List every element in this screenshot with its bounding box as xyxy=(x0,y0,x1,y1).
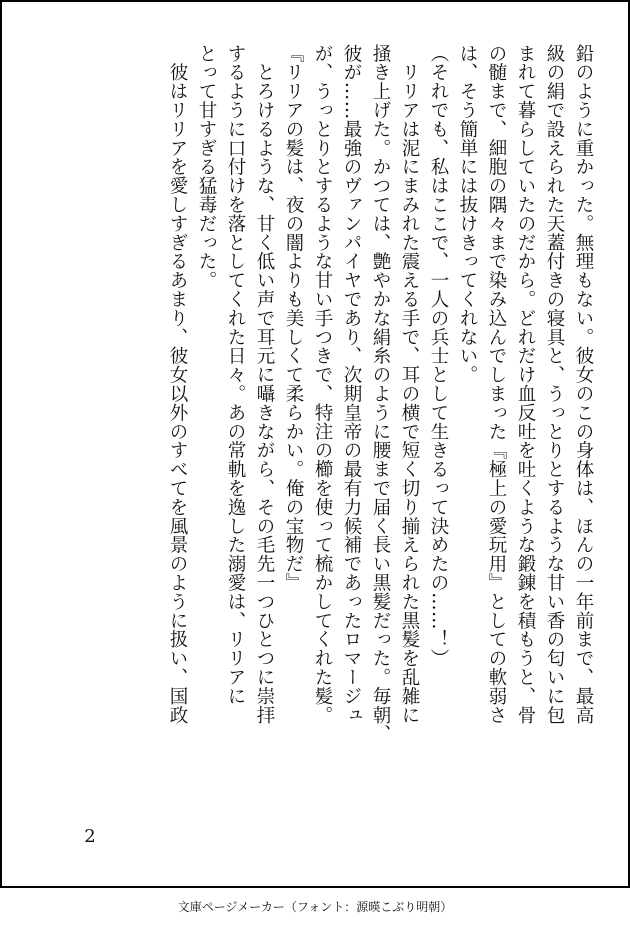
text-line: リリアは泥にまみれた震える手で、耳の横で短く切り揃えられた黒髪を乱雑に xyxy=(399,44,420,725)
text-line: 級の絹で設えられた天蓋付きの寝具と、うっとりとするような甘い香の匂いに包 xyxy=(544,44,565,725)
text-line: の髄まで、細胞の隅々まで染み込んでしまった『極上の愛玩用』としての軟弱さ xyxy=(486,44,507,725)
text-line: 『リリアの髪は、夜の闇よりも美しくて柔らかい。俺の宝物だ』 xyxy=(283,44,304,593)
text-line: まれて暮らしていたのだから。どれだけ血反吐を吐くような鍛錬を積もうと、骨 xyxy=(515,44,536,725)
text-line: とって甘すぎる猛毒だった。 xyxy=(196,44,217,290)
text-line: とろけるような、甘く低い声で耳元に囁きながら、その毛先一つひとつに崇拝 xyxy=(254,44,275,725)
text-line: 彼が……最強のヴァンパイヤであり、次期皇帝の最有力候補であったロマージュ xyxy=(341,44,362,725)
text-line: が、うっとりとするような甘い手つきで、特注の櫛を使って梳かしてくれた髪。 xyxy=(312,44,333,725)
text-line: 掻き上げた。かつては、艶やかな絹糸のように腰まで届く長い黒髪だった。毎朝、 xyxy=(370,44,391,744)
body-text xyxy=(88,44,598,799)
text-line: 彼はリリアを愛しすぎるあまり、彼女以外のすべてを風景のように扱い、国政 xyxy=(167,44,188,725)
footer-caption: 文庫ページメーカー（フォント：源暎こぶり明朝） xyxy=(177,900,453,914)
text-line: 鉛のように重かった。無理もない。彼女のこの身体は、ほんの一年前まで、最高 xyxy=(573,44,594,725)
text-line: するように口付けを落としてくれた日々。あの常軌を逸した溺愛は、リリアに xyxy=(225,44,246,706)
text-line: （それでも、私はここで、一人の兵士として生きるって決めたの……！） xyxy=(428,44,449,668)
page-number: 2 xyxy=(84,826,96,847)
text-line: は、そう簡単には抜けきってくれない。 xyxy=(457,44,478,385)
